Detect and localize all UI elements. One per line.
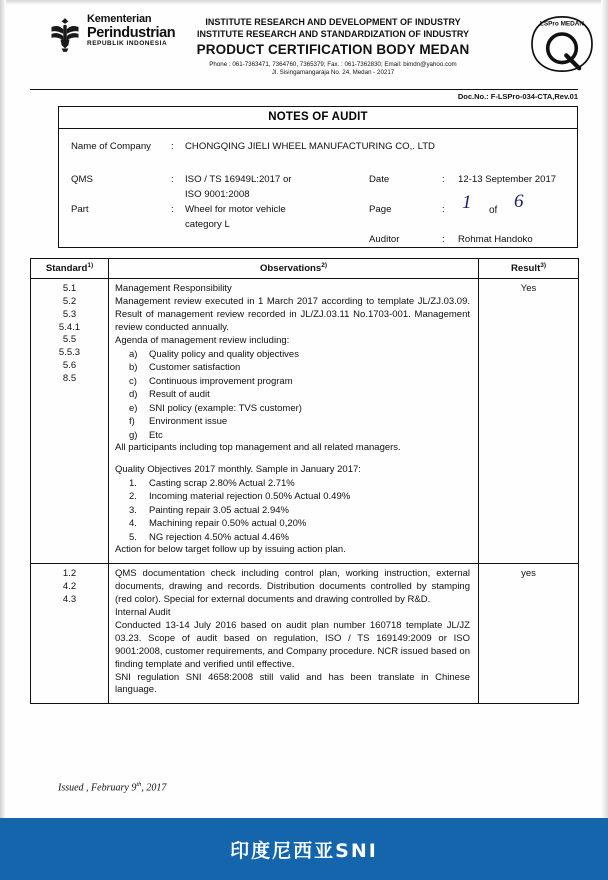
column-header-standard (31, 259, 109, 279)
scan-edge-left (0, 0, 6, 818)
header-title-line-1: INSTITUTE RESEARCH AND DEVELOPMENT OF INDUSTRY (205, 17, 461, 27)
issued-prefix: Issued , February 9 (58, 782, 137, 794)
list-marker: d) (129, 389, 138, 401)
company-label: Name of Company (71, 141, 151, 152)
header-title-line-3: PRODUCT CERTIFICATION BODY MEDAN (196, 42, 470, 58)
company-value: CHONGQING JIELI WHEEL MANUFACTURING CO,. LTD (185, 141, 435, 152)
observation-paragraph: Conducted 13-14 July 2016 based on audit plan number 160718 template JL/JZ 03.23. Scope of audit based on regulation, ISO / TS 169149:2009 or ISO 9001:2008, customer requirements, and Company procedure. NCR issued based on finding template and verified until effective. (115, 619, 470, 670)
company-colon: : (171, 141, 174, 152)
column-header-result (479, 259, 579, 279)
list-item (129, 361, 470, 374)
auditor-value: Rohmat Handoko (458, 234, 533, 245)
column-header-result-sup: 3) (540, 262, 547, 269)
auditor-label: Auditor (369, 234, 400, 245)
lspro-medan-stamp-icon (526, 14, 598, 74)
list-item (129, 477, 470, 490)
logo-line-2: Perindustrian (87, 24, 176, 41)
audit-findings-table (30, 258, 579, 704)
list-item (129, 531, 470, 544)
list-text: NG rejection 4.50% actual 4.46% (149, 531, 289, 543)
auditor-colon: : (442, 234, 445, 245)
qms-value-line-1: ISO / TS 16949L:2017 or (185, 174, 292, 185)
logo-line-1: Kementerian (87, 13, 152, 25)
list-item (129, 429, 470, 442)
standard-item: 5.4.1 (58, 321, 81, 333)
observation-paragraph: SNI regulation SNI 4658:2008 still valid and has been translate in Chinese language. (115, 671, 470, 696)
doc-number: Doc.No.: F-LSPro-034-CTA,Rev.01 (457, 92, 578, 101)
date-colon: : (442, 174, 445, 185)
observation-number-list (115, 477, 470, 544)
list-text: Customer satisfaction (149, 362, 241, 374)
observation-paragraph: Agenda of management review including: (115, 334, 290, 346)
notes-of-audit-fields (59, 129, 577, 247)
observation-paragraph: Management review executed in 1 March 2017 according to template JL/ZJ.03.09. Result of management review recorded in JL/ZJ.03.11 No.1703-001. Management review conducted annually. (115, 296, 470, 333)
row-1-observations (109, 279, 479, 564)
row-2-observations (109, 564, 479, 704)
certification-stamp (516, 14, 608, 74)
list-item (129, 388, 470, 401)
notes-of-audit-box (58, 106, 578, 248)
standard-item: 4.2 (62, 581, 77, 593)
part-value-line-1: Wheel for motor vehicle (185, 204, 286, 215)
row-1-result: Yes (479, 279, 579, 564)
standard-item: 8.5 (62, 372, 77, 384)
standard-item: 1.2 (62, 568, 77, 580)
list-text: Incoming material rejection 0.50% Actual 0.49% (149, 491, 351, 503)
list-marker: 5. (129, 531, 137, 543)
list-marker: e) (129, 402, 138, 414)
logo-line-3: REPUBLIK INDONESIA (87, 39, 168, 47)
list-text: Result of audit (149, 389, 210, 401)
list-text: Etc (149, 429, 163, 441)
page-label: Page (369, 204, 392, 215)
table-row (31, 564, 579, 704)
page-number-handwritten: 1 (462, 192, 472, 213)
standard-item: 5.1 (62, 283, 77, 295)
part-value-line-2: category L (185, 219, 230, 230)
issued-date (58, 781, 166, 793)
standard-item: 5.3 (62, 308, 77, 320)
list-text: Environment issue (149, 416, 228, 428)
garuda-emblem-icon (48, 17, 82, 53)
column-header-observations (109, 259, 479, 279)
document-header (0, 14, 608, 76)
page-of-label: of (489, 205, 498, 216)
scan-edge-right (601, 0, 608, 818)
page-colon: : (442, 204, 445, 215)
header-titles (150, 14, 516, 76)
table-row (31, 279, 579, 564)
list-marker: 4. (129, 518, 137, 530)
svg-text:LSPro MEDAN: LSPro MEDAN (539, 20, 585, 28)
standard-item: 5.5 (62, 334, 77, 346)
list-item (129, 490, 470, 503)
issued-suffix: , 2017 (141, 782, 167, 794)
column-header-standard-sup: 1) (87, 262, 94, 269)
header-contact-line-1: Phone : 061-7363471, 7364760, 7365379; Fax. : 061-7362830; Email: bimdn@yahoo.com (209, 61, 457, 69)
spacer (115, 455, 470, 464)
list-marker: c) (129, 375, 137, 387)
list-item (129, 517, 470, 530)
list-marker: 3. (129, 504, 137, 516)
column-header-result-text: Result (510, 263, 541, 275)
page-total-handwritten: 6 (514, 191, 524, 212)
observation-letter-list (115, 348, 470, 442)
scan-edge-top (0, 0, 608, 5)
observation-paragraph: Quality Objectives 2017 monthly. Sample in January 2017: (115, 464, 361, 476)
observation-after-list: All participants including top management and all related managers. (115, 442, 401, 454)
header-divider (30, 89, 578, 90)
ministry-logo (0, 13, 176, 53)
list-item (129, 375, 470, 388)
standard-item: 4.3 (62, 593, 77, 605)
list-marker: g) (129, 429, 138, 441)
header-title-line-2: INSTITUTE RESEARCH AND STANDARDIZATION OF INDUSTRY (197, 29, 469, 40)
list-marker: a) (129, 348, 138, 360)
qms-value-line-2: ISO 9001:2008 (185, 189, 250, 200)
list-marker: 1. (129, 477, 137, 489)
list-marker: b) (129, 362, 138, 374)
banner-text: 印度尼西亚SNI (230, 839, 378, 862)
list-item (129, 348, 470, 361)
issued-sup: th (136, 781, 142, 788)
list-item (129, 402, 470, 415)
column-header-observations-sup: 2) (321, 262, 328, 269)
observation-paragraph: Management Responsibility (115, 283, 232, 295)
standard-item: 5.2 (62, 296, 77, 307)
list-text: Machining repair 0.50% actual 0,20% (149, 518, 307, 530)
notes-of-audit-title: NOTES OF AUDIT (59, 107, 577, 129)
bottom-banner (0, 818, 608, 880)
column-header-standard-text: Standard (45, 263, 88, 275)
header-contact-line-2: Jl. Sisingamangaraja No. 24, Medan - 20217 (271, 69, 395, 77)
column-header-observations-text: Observations (259, 263, 322, 275)
standard-item: 5.6 (62, 360, 77, 372)
qms-colon: : (171, 174, 174, 185)
list-text: Quality policy and quality objectives (149, 348, 299, 360)
date-label: Date (369, 174, 390, 185)
list-marker: 2. (129, 491, 137, 503)
observation-paragraph: QMS documentation check including control plan, working instruction, external documents, drawing and records. Distribution documents controlled by stamping (red color). Special for external documents and drawing controlled by R&D. (115, 568, 470, 606)
list-item (129, 504, 470, 517)
standard-item: 5.5.3 (58, 347, 81, 359)
part-label: Part (71, 204, 89, 215)
qms-label: QMS (71, 174, 93, 185)
date-value: 12-13 September 2017 (458, 174, 557, 185)
list-text: Continuous improvement program (149, 375, 293, 387)
table-header-row (31, 259, 579, 279)
list-text: Painting repair 3.05 actual 2.94% (149, 504, 289, 516)
observation-paragraph: Internal Audit (115, 606, 171, 618)
row-2-result: yes (479, 564, 579, 704)
part-colon: : (171, 204, 174, 215)
row-1-standards (31, 279, 109, 564)
list-text: Casting scrap 2.80% Actual 2.71% (149, 477, 295, 489)
row-2-standards (31, 564, 109, 704)
list-item (129, 415, 470, 428)
list-text: SNI policy (example: TVS customer) (149, 402, 302, 414)
list-marker: f) (129, 416, 135, 428)
observation-closing: Action for below target follow up by issuing action plan. (115, 544, 346, 556)
